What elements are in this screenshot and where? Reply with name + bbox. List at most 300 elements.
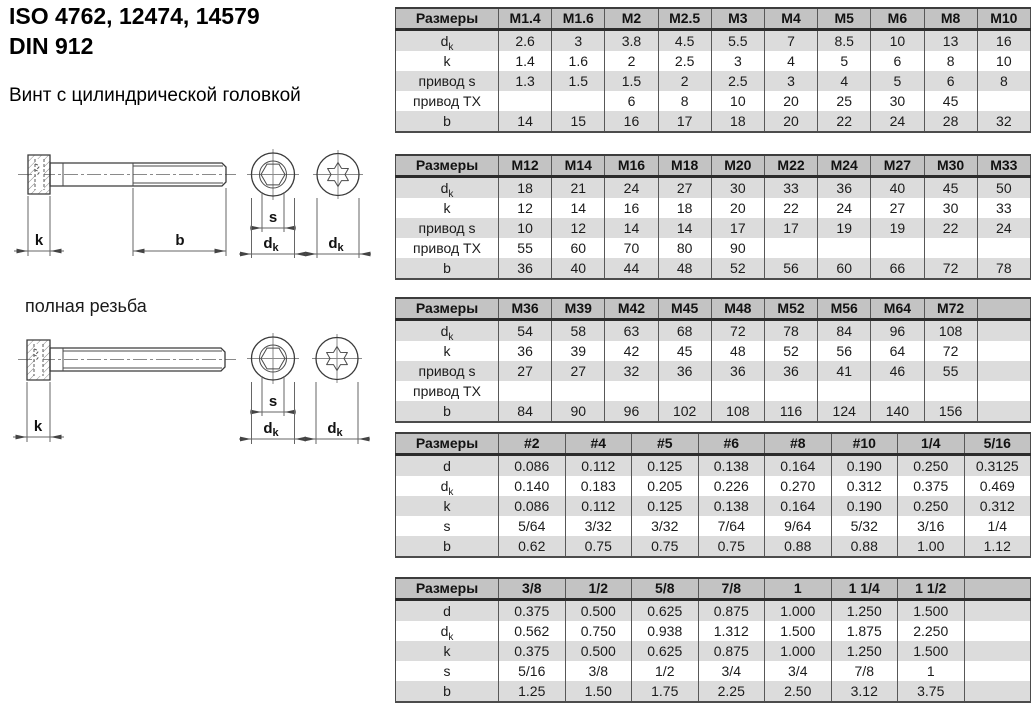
value-cell: 0.88 <box>831 536 898 557</box>
column-header: #4 <box>565 433 632 455</box>
dim-label-k: k <box>33 418 43 435</box>
value-cell: 0.375 <box>499 600 566 622</box>
column-header: M16 <box>605 155 658 177</box>
row-label: k <box>443 643 451 659</box>
value-cell: 0.469 <box>964 476 1031 496</box>
value-cell: 8.5 <box>818 30 871 52</box>
column-header: M18 <box>658 155 711 177</box>
value-cell: 5.5 <box>711 30 764 52</box>
value-cell: 10 <box>499 218 552 238</box>
value-cell <box>964 621 1031 641</box>
value-cell: 45 <box>924 177 977 199</box>
value-cell: 7 <box>764 30 817 52</box>
column-header: M56 <box>818 298 871 320</box>
row-label: $d_k$ <box>440 623 454 641</box>
value-cell: 2.250 <box>898 621 965 641</box>
dim-label-dk: $d_k$ <box>263 235 279 254</box>
table-row <box>396 401 1031 422</box>
column-header: M36 <box>499 298 552 320</box>
value-cell: 54 <box>499 320 552 342</box>
value-cell: 24 <box>977 218 1030 238</box>
table-row <box>396 621 1031 641</box>
value-cell: 0.312 <box>964 496 1031 516</box>
value-cell: 0.086 <box>499 496 566 516</box>
value-cell: 124 <box>818 401 871 422</box>
value-cell: 16 <box>605 111 658 132</box>
table-row <box>396 381 1031 401</box>
column-header: M24 <box>818 155 871 177</box>
value-cell: 30 <box>871 91 924 111</box>
value-cell: 27 <box>552 361 605 381</box>
value-cell: 0.125 <box>632 455 699 477</box>
value-cell: 18 <box>499 177 552 199</box>
row-label: b <box>443 538 451 554</box>
value-cell: 2 <box>658 71 711 91</box>
value-cell <box>871 381 924 401</box>
page-subtitle: Винт с цилиндрической головкой <box>9 85 301 106</box>
row-label: s <box>443 663 451 679</box>
value-cell <box>871 238 924 258</box>
size-column-header: Размеры <box>396 155 499 177</box>
value-cell: 18 <box>658 198 711 218</box>
value-cell: 22 <box>818 111 871 132</box>
value-cell: 19 <box>818 218 871 238</box>
value-cell: 60 <box>818 258 871 279</box>
column-header: 1 1/2 <box>898 578 965 600</box>
value-cell: 7/8 <box>831 661 898 681</box>
table-row <box>396 681 1031 702</box>
value-cell: 1/2 <box>632 661 699 681</box>
inch-dimensions-table-1 <box>395 432 1031 558</box>
value-cell: 1.5 <box>552 71 605 91</box>
value-cell: 0.625 <box>632 600 699 622</box>
value-cell: 36 <box>658 361 711 381</box>
column-header: 3/8 <box>499 578 566 600</box>
value-cell: 30 <box>924 198 977 218</box>
value-cell: 5/64 <box>499 516 566 536</box>
size-column-header: Размеры <box>396 8 499 30</box>
value-cell: 2.5 <box>658 51 711 71</box>
value-cell <box>964 661 1031 681</box>
value-cell <box>977 361 1030 381</box>
row-label: b <box>443 403 451 419</box>
row-label: s <box>443 518 451 534</box>
column-header: M27 <box>871 155 924 177</box>
value-cell: 55 <box>924 361 977 381</box>
value-cell: 3/4 <box>698 661 765 681</box>
value-cell: 1.4 <box>499 51 552 71</box>
column-header: M2.5 <box>658 8 711 30</box>
column-header: 7/8 <box>698 578 765 600</box>
value-cell <box>964 641 1031 661</box>
value-cell: 55 <box>499 238 552 258</box>
value-cell: 3.12 <box>831 681 898 702</box>
dim-label-k: k <box>34 232 44 249</box>
value-cell <box>924 238 977 258</box>
value-cell: 0.625 <box>632 641 699 661</box>
column-header: M1.4 <box>499 8 552 30</box>
metric-dimensions-table-1 <box>395 7 1031 133</box>
value-cell <box>552 381 605 401</box>
value-cell: 36 <box>818 177 871 199</box>
table-row <box>396 238 1031 258</box>
value-cell: 0.190 <box>831 455 898 477</box>
column-header: #8 <box>765 433 832 455</box>
dim-label-s: s <box>268 209 278 226</box>
value-cell: 72 <box>711 320 764 342</box>
value-cell: 7/64 <box>698 516 765 536</box>
table-header-row <box>396 578 1031 600</box>
value-cell <box>977 381 1030 401</box>
value-cell: 3.75 <box>898 681 965 702</box>
row-label: привод s <box>418 73 476 89</box>
table-row <box>396 320 1031 342</box>
value-cell: 52 <box>711 258 764 279</box>
table-row <box>396 641 1031 661</box>
column-header: M42 <box>605 298 658 320</box>
size-column-header: Размеры <box>396 298 499 320</box>
column-header: M20 <box>711 155 764 177</box>
value-cell: 0.88 <box>765 536 832 557</box>
value-cell: 44 <box>605 258 658 279</box>
value-cell <box>924 381 977 401</box>
table-header-row <box>396 155 1031 177</box>
value-cell: 70 <box>605 238 658 258</box>
value-cell: 40 <box>552 258 605 279</box>
value-cell: 0.75 <box>565 536 632 557</box>
value-cell: 3 <box>711 51 764 71</box>
value-cell: 15 <box>552 111 605 132</box>
value-cell: 72 <box>924 258 977 279</box>
value-cell: 56 <box>818 341 871 361</box>
value-cell: 3/4 <box>765 661 832 681</box>
table-header-row <box>396 298 1031 320</box>
table-row <box>396 91 1031 111</box>
row-label: k <box>443 200 451 216</box>
value-cell: 6 <box>924 71 977 91</box>
value-cell: 4 <box>764 51 817 71</box>
value-cell: 0.562 <box>499 621 566 641</box>
value-cell <box>552 91 605 111</box>
value-cell: 1.00 <box>898 536 965 557</box>
value-cell: 8 <box>977 71 1030 91</box>
value-cell: 3/32 <box>565 516 632 536</box>
page-title-din: DIN 912 <box>9 33 94 59</box>
value-cell <box>605 381 658 401</box>
column-header: 1 1/4 <box>831 578 898 600</box>
row-label: привод s <box>418 220 476 236</box>
dim-label-dk: $d_k$ <box>327 420 343 439</box>
value-cell: 1.6 <box>552 51 605 71</box>
row-label: привод TX <box>413 93 481 109</box>
value-cell: 0.140 <box>499 476 566 496</box>
value-cell <box>977 320 1030 342</box>
metric-dimensions-table-2 <box>395 154 1031 280</box>
value-cell: 90 <box>711 238 764 258</box>
value-cell: 1.250 <box>831 641 898 661</box>
value-cell: 27 <box>658 177 711 199</box>
value-cell: 21 <box>552 177 605 199</box>
value-cell: 46 <box>871 361 924 381</box>
value-cell: 33 <box>977 198 1030 218</box>
column-header: M8 <box>924 8 977 30</box>
dim-label-dk: $d_k$ <box>263 420 279 439</box>
value-cell: 80 <box>658 238 711 258</box>
row-label: $d_k$ <box>440 33 454 51</box>
value-cell <box>977 401 1030 422</box>
column-header: M12 <box>499 155 552 177</box>
page-title-iso: ISO 4762, 12474, 14579 <box>9 3 260 29</box>
column-header: 1/4 <box>898 433 965 455</box>
value-cell: 0.183 <box>565 476 632 496</box>
value-cell <box>764 238 817 258</box>
value-cell: 1.75 <box>632 681 699 702</box>
value-cell: 1.000 <box>765 600 832 622</box>
dim-label-s: s <box>268 393 278 410</box>
value-cell: 1/4 <box>964 516 1031 536</box>
value-cell: 33 <box>764 177 817 199</box>
row-label: b <box>443 113 451 129</box>
column-header: #10 <box>831 433 898 455</box>
value-cell: 78 <box>764 320 817 342</box>
value-cell: 20 <box>711 198 764 218</box>
value-cell: 19 <box>871 218 924 238</box>
value-cell: 22 <box>924 218 977 238</box>
column-header: M2 <box>605 8 658 30</box>
value-cell: 84 <box>818 320 871 342</box>
value-cell: 0.138 <box>698 496 765 516</box>
value-cell: 9/64 <box>765 516 832 536</box>
value-cell: 40 <box>871 177 924 199</box>
value-cell: 2.25 <box>698 681 765 702</box>
value-cell <box>977 91 1030 111</box>
value-cell: 0.164 <box>765 455 832 477</box>
column-header: 1/2 <box>565 578 632 600</box>
value-cell: 16 <box>605 198 658 218</box>
column-header: M72 <box>924 298 977 320</box>
value-cell: 96 <box>605 401 658 422</box>
column-header: M33 <box>977 155 1030 177</box>
column-header <box>964 578 1031 600</box>
value-cell: 68 <box>658 320 711 342</box>
value-cell: 0.138 <box>698 455 765 477</box>
value-cell: 17 <box>764 218 817 238</box>
value-cell: 25 <box>818 91 871 111</box>
value-cell: 0.75 <box>698 536 765 557</box>
row-label: $d_k$ <box>440 478 454 496</box>
value-cell: 0.112 <box>565 455 632 477</box>
value-cell: 5 <box>871 71 924 91</box>
value-cell: 5/32 <box>831 516 898 536</box>
value-cell: 39 <box>552 341 605 361</box>
row-label: привод TX <box>413 383 481 399</box>
row-label: b <box>443 260 451 276</box>
value-cell: 0.250 <box>898 496 965 516</box>
value-cell: 1.5 <box>605 71 658 91</box>
value-cell: 108 <box>711 401 764 422</box>
value-cell: 0.875 <box>698 641 765 661</box>
value-cell: 1.50 <box>565 681 632 702</box>
value-cell: 0.500 <box>565 600 632 622</box>
value-cell: 52 <box>764 341 817 361</box>
column-header: #5 <box>632 433 699 455</box>
value-cell: 45 <box>658 341 711 361</box>
value-cell: 4 <box>818 71 871 91</box>
value-cell: 78 <box>977 258 1030 279</box>
value-cell: 30 <box>711 177 764 199</box>
value-cell: 10 <box>871 30 924 52</box>
value-cell: 36 <box>499 258 552 279</box>
value-cell: 41 <box>818 361 871 381</box>
table-row <box>396 516 1031 536</box>
column-header: M45 <box>658 298 711 320</box>
column-header: 5/16 <box>964 433 1031 455</box>
value-cell: 36 <box>764 361 817 381</box>
value-cell: 0.312 <box>831 476 898 496</box>
value-cell: 0.875 <box>698 600 765 622</box>
value-cell <box>499 91 552 111</box>
value-cell <box>964 600 1031 622</box>
value-cell: 84 <box>499 401 552 422</box>
row-label: k <box>443 498 451 514</box>
value-cell: 0.75 <box>632 536 699 557</box>
value-cell: 42 <box>605 341 658 361</box>
value-cell: 14 <box>605 218 658 238</box>
value-cell: 12 <box>499 198 552 218</box>
table-row <box>396 51 1031 71</box>
column-header: M22 <box>764 155 817 177</box>
row-label: d <box>443 458 451 474</box>
value-cell: 1 <box>898 661 965 681</box>
value-cell: 0.375 <box>898 476 965 496</box>
full-thread-label: полная резьба <box>25 296 147 316</box>
value-cell: 12 <box>552 218 605 238</box>
value-cell: 28 <box>924 111 977 132</box>
row-label: k <box>443 53 451 69</box>
table-row <box>396 476 1031 496</box>
value-cell: 14 <box>658 218 711 238</box>
value-cell: 13 <box>924 30 977 52</box>
dim-label-dk: $d_k$ <box>328 235 344 254</box>
table-row <box>396 71 1031 91</box>
value-cell: 0.190 <box>831 496 898 516</box>
value-cell: 0.62 <box>499 536 566 557</box>
column-header: M48 <box>711 298 764 320</box>
value-cell: 1.500 <box>898 600 965 622</box>
value-cell: 60 <box>552 238 605 258</box>
value-cell <box>977 341 1030 361</box>
inch-dimensions-table-2 <box>395 577 1031 703</box>
value-cell: 8 <box>658 91 711 111</box>
value-cell: 0.086 <box>499 455 566 477</box>
row-label: $d_k$ <box>440 323 454 341</box>
value-cell: 32 <box>605 361 658 381</box>
column-header: M39 <box>552 298 605 320</box>
column-header <box>977 298 1030 320</box>
value-cell: 1.000 <box>765 641 832 661</box>
value-cell: 36 <box>711 361 764 381</box>
column-header: M6 <box>871 8 924 30</box>
value-cell <box>711 381 764 401</box>
table-row <box>396 600 1031 622</box>
value-cell: 24 <box>818 198 871 218</box>
table-row <box>396 536 1031 557</box>
value-cell: 1.875 <box>831 621 898 641</box>
value-cell: 2.6 <box>499 30 552 52</box>
table-row <box>396 198 1031 218</box>
value-cell <box>818 238 871 258</box>
value-cell: 14 <box>552 198 605 218</box>
row-label: $d_k$ <box>440 180 454 198</box>
value-cell: 0.3125 <box>964 455 1031 477</box>
dim-label-b: b <box>175 232 185 249</box>
value-cell: 116 <box>764 401 817 422</box>
value-cell: 24 <box>871 111 924 132</box>
value-cell: 36 <box>499 341 552 361</box>
row-label: привод TX <box>413 240 481 256</box>
value-cell: 3/32 <box>632 516 699 536</box>
value-cell: 20 <box>764 111 817 132</box>
size-column-header: Размеры <box>396 578 499 600</box>
value-cell: 0.375 <box>499 641 566 661</box>
value-cell: 1.250 <box>831 600 898 622</box>
value-cell: 102 <box>658 401 711 422</box>
value-cell: 0.500 <box>565 641 632 661</box>
value-cell: 18 <box>711 111 764 132</box>
value-cell: 17 <box>711 218 764 238</box>
column-header: M30 <box>924 155 977 177</box>
row-label: k <box>443 343 451 359</box>
value-cell: 0.270 <box>765 476 832 496</box>
value-cell: 27 <box>499 361 552 381</box>
value-cell: 4.5 <box>658 30 711 52</box>
value-cell: 2.5 <box>711 71 764 91</box>
row-label: d <box>443 603 451 619</box>
value-cell: 10 <box>977 51 1030 71</box>
value-cell: 64 <box>871 341 924 361</box>
value-cell <box>977 238 1030 258</box>
value-cell: 17 <box>658 111 711 132</box>
value-cell: 0.750 <box>565 621 632 641</box>
column-header: M10 <box>977 8 1030 30</box>
table-row <box>396 496 1031 516</box>
value-cell: 5/16 <box>499 661 566 681</box>
value-cell: 56 <box>764 258 817 279</box>
value-cell: 3 <box>764 71 817 91</box>
value-cell: 6 <box>605 91 658 111</box>
value-cell: 3 <box>552 30 605 52</box>
metric-dimensions-table-3 <box>395 297 1031 423</box>
table-row <box>396 455 1031 477</box>
column-header: 5/8 <box>632 578 699 600</box>
value-cell: 0.164 <box>765 496 832 516</box>
column-header: M5 <box>818 8 871 30</box>
value-cell: 3.8 <box>605 30 658 52</box>
value-cell: 63 <box>605 320 658 342</box>
value-cell: 0.205 <box>632 476 699 496</box>
value-cell: 1.500 <box>898 641 965 661</box>
value-cell <box>499 381 552 401</box>
value-cell: 6 <box>871 51 924 71</box>
table-row <box>396 361 1031 381</box>
value-cell: 1.25 <box>499 681 566 702</box>
value-cell <box>764 381 817 401</box>
value-cell: 0.250 <box>898 455 965 477</box>
value-cell: 1.500 <box>765 621 832 641</box>
value-cell <box>818 381 871 401</box>
value-cell: 90 <box>552 401 605 422</box>
value-cell: 10 <box>711 91 764 111</box>
